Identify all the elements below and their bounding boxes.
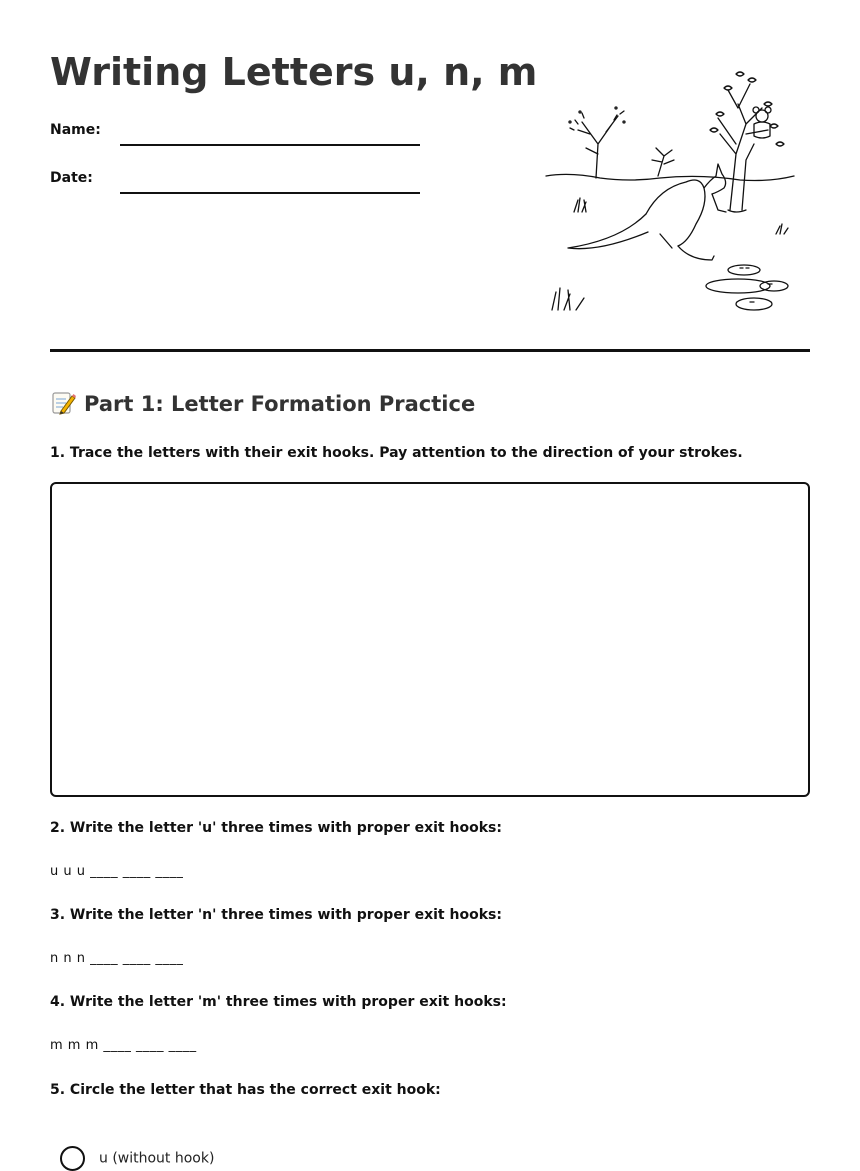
answer-line-m[interactable]: m m m ____ ____ ____ bbox=[50, 1038, 197, 1053]
question-4: 4. Write the letter 'm' three times with proper exit hooks: bbox=[50, 994, 507, 1010]
question-2: 2. Write the letter 'u' three times with proper exit hooks: bbox=[50, 820, 502, 836]
option-u-without-hook[interactable] bbox=[60, 1146, 214, 1170]
radio-circle[interactable] bbox=[60, 1146, 85, 1171]
worksheet-title: Writing Letters u, n, m bbox=[50, 50, 538, 94]
part1-heading-text: Part 1: Letter Formation Practice bbox=[84, 392, 476, 416]
option-label: u (without hook) bbox=[99, 1150, 215, 1167]
date-label: Date: bbox=[50, 170, 93, 186]
question-3: 3. Write the letter 'n' three times with proper exit hooks: bbox=[50, 907, 502, 923]
answer-line-u[interactable]: u u u ____ ____ ____ bbox=[50, 864, 184, 879]
tracing-area[interactable] bbox=[50, 482, 810, 797]
answer-line-n[interactable]: n n n ____ ____ ____ bbox=[50, 951, 184, 966]
section-divider bbox=[50, 349, 810, 352]
kangaroo-koala-illustration bbox=[540, 64, 800, 316]
date-blank-line[interactable] bbox=[120, 192, 420, 194]
question-1: 1. Trace the letters with their exit hooks. Pay attention to the direction of your strokes. bbox=[50, 445, 743, 461]
name-label: Name: bbox=[50, 122, 101, 138]
name-blank-line[interactable] bbox=[120, 144, 420, 146]
date-field bbox=[50, 166, 430, 196]
question-5: 5. Circle the letter that has the correct exit hook: bbox=[50, 1082, 441, 1098]
part1-heading bbox=[50, 390, 475, 416]
memo-pencil-icon bbox=[50, 390, 76, 416]
name-field bbox=[50, 118, 430, 148]
